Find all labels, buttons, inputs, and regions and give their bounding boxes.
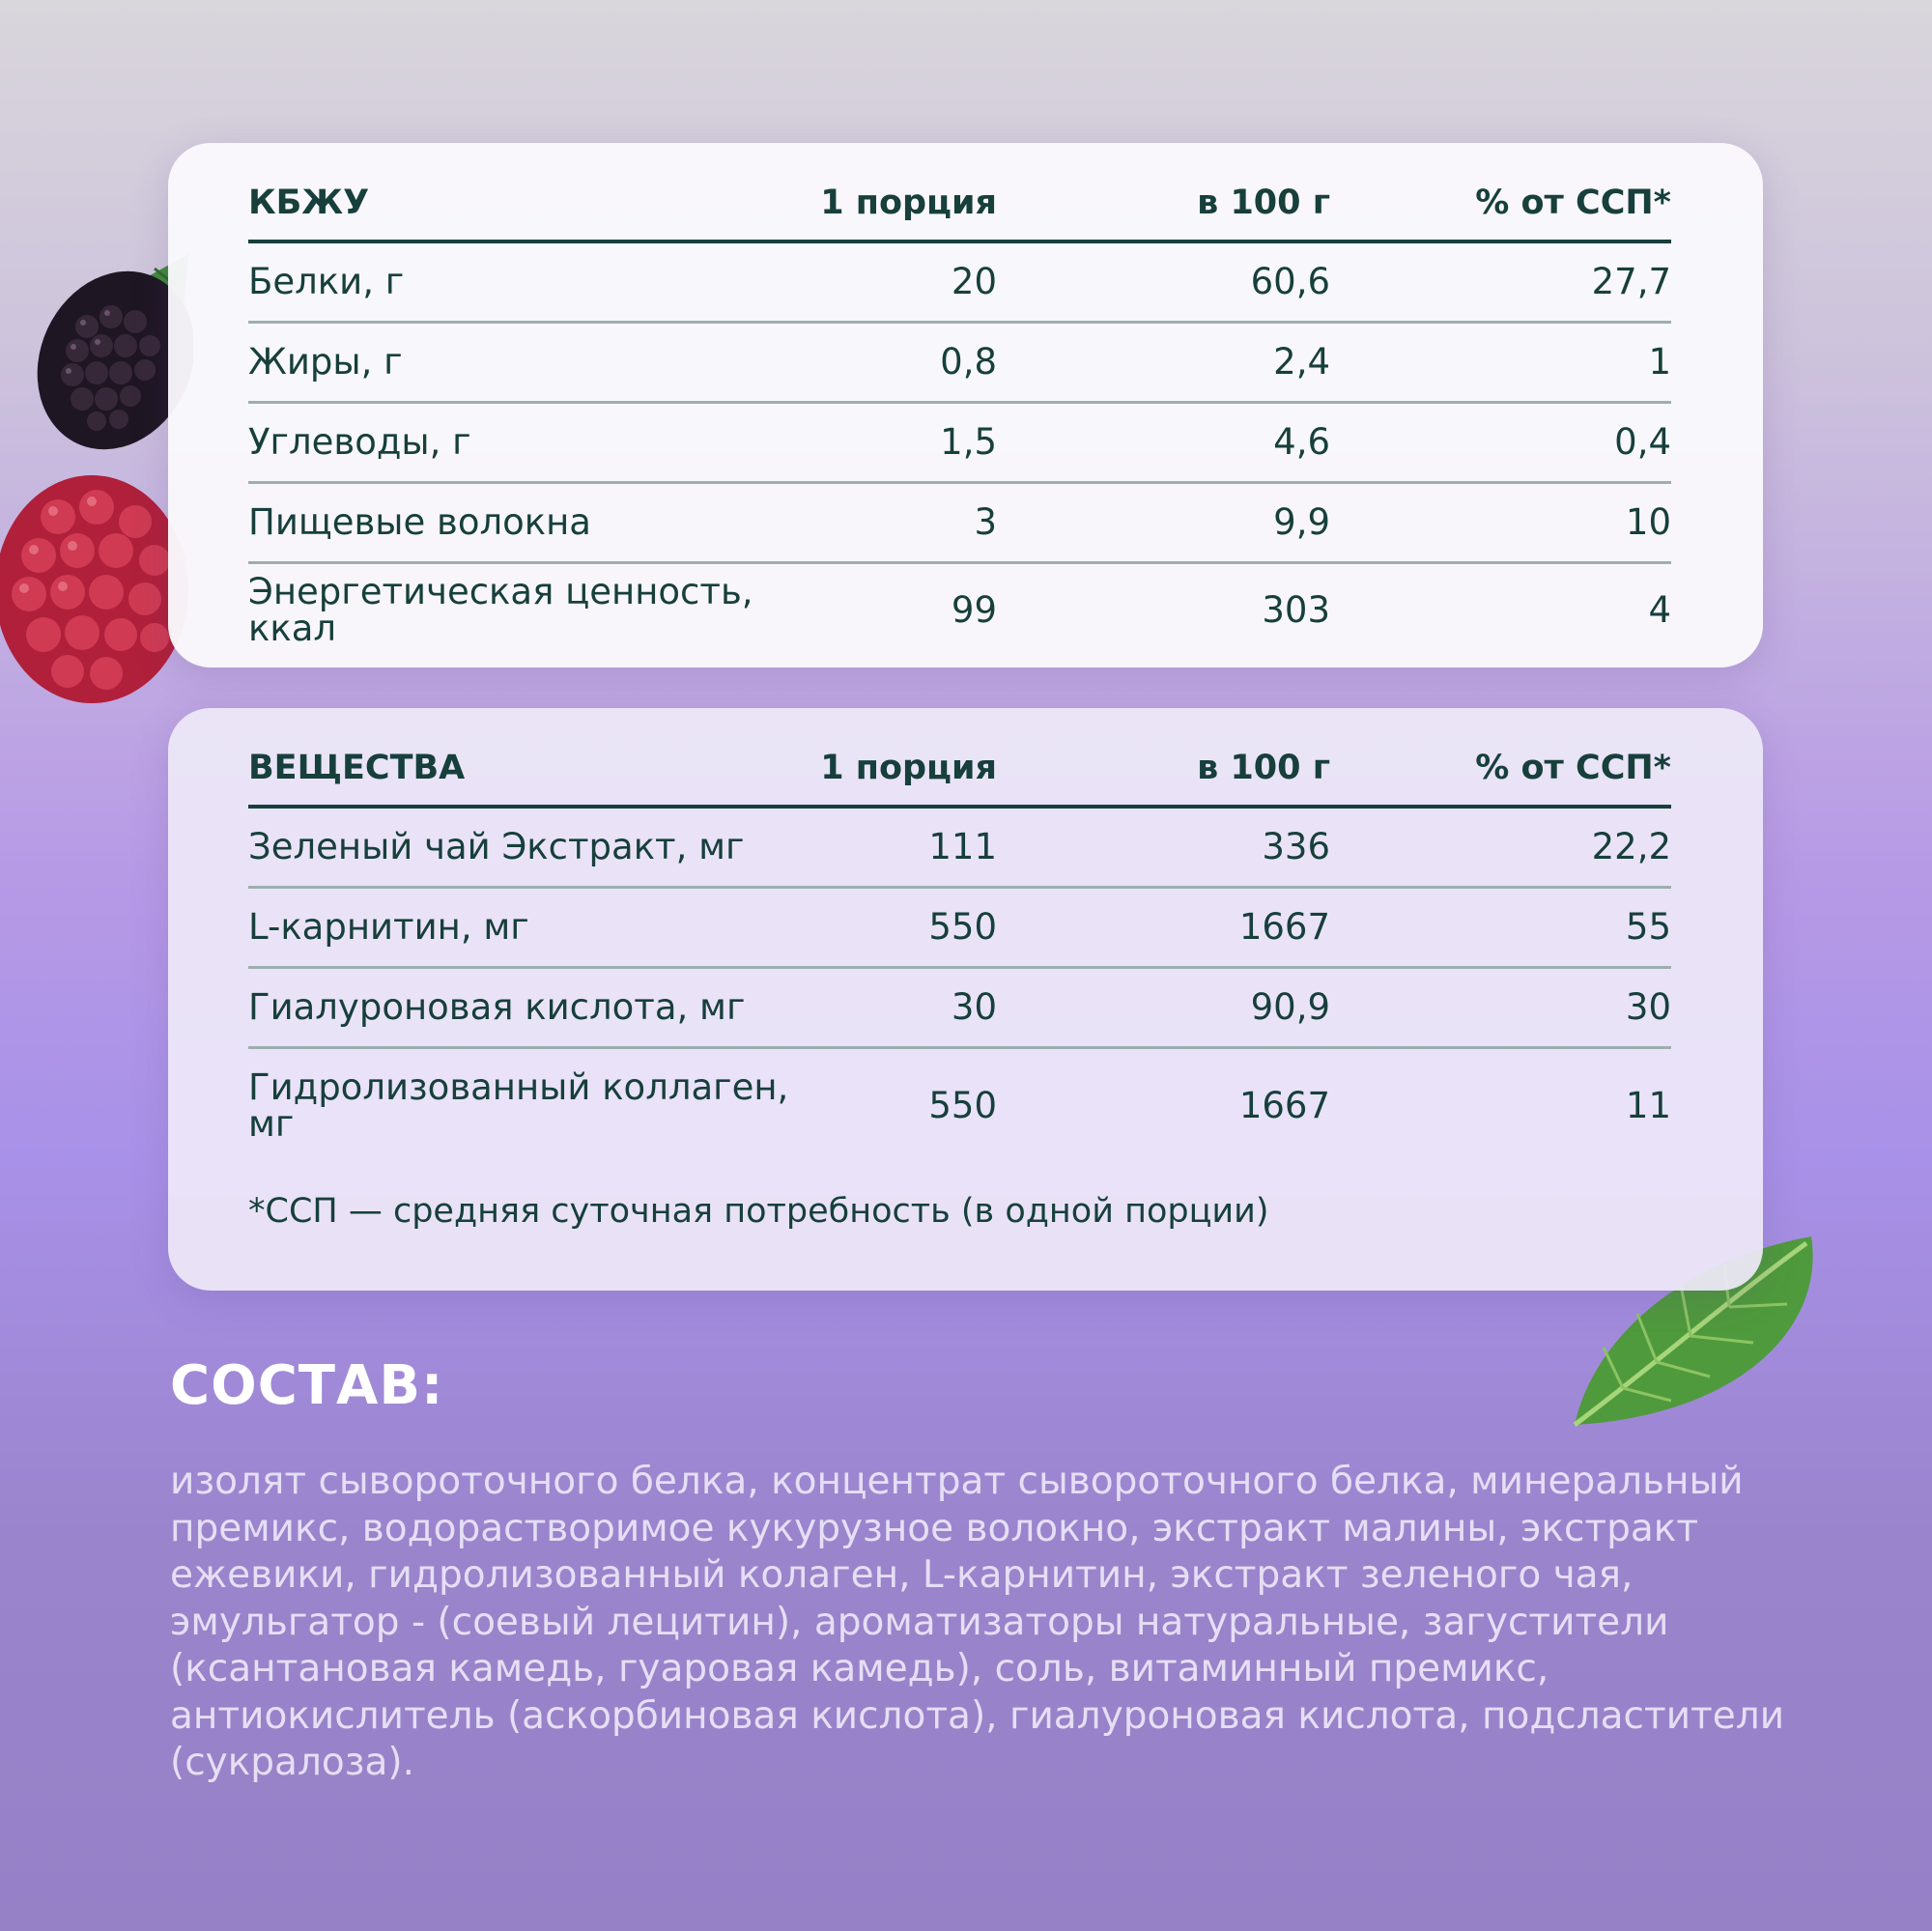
substance-name: Зеленый чай Экстракт, мг [248,807,809,888]
table-header-row [248,708,1671,807]
nutrition-table [248,143,1671,657]
substances-card [168,708,1763,1291]
per-portion-value: 0,8 [809,323,997,403]
table-row [248,241,1671,323]
substances-table [248,708,1671,1163]
per-portion-value: 3 [809,483,997,563]
table-row [248,888,1671,968]
daily-percent-value: 11 [1625,1085,1671,1126]
nutrient-name: Энергетическая ценность, ккал [248,571,753,649]
daily-percent-value: 1 [1330,323,1671,403]
nutrient-name: Пищевые волокна [248,483,809,563]
column-header: в 100 г [997,143,1330,241]
substance-name: Гидролизованный коллаген, мг [248,1066,789,1145]
column-header: в 100 г [997,708,1330,807]
per-portion-value: 20 [809,241,997,323]
table-header-row [248,143,1671,241]
table-row [248,1048,1671,1164]
per-portion-value: 99 [951,589,997,631]
per-portion-value: 30 [809,968,997,1048]
table-row [248,403,1671,483]
substance-name: L-карнитин, мг [248,888,809,968]
daily-percent-value: 27,7 [1330,241,1671,323]
per-100g-value: 4,6 [997,403,1330,483]
per-100g-value: 60,6 [997,241,1330,323]
per-100g-value: 9,9 [997,483,1330,563]
nutrient-name: Жиры, г [248,323,809,403]
column-header: % от ССП* [1330,143,1671,241]
column-header: 1 порция [809,708,997,807]
per-portion-value: 1,5 [809,403,997,483]
nutrition-card [168,143,1763,667]
per-100g-value: 90,9 [997,968,1330,1048]
per-100g-value: 303 [1262,589,1330,631]
per-portion-value: 111 [809,807,997,888]
per-100g-value: 336 [997,807,1330,888]
daily-percent-value: 4 [1648,589,1671,631]
daily-percent-value: 55 [1330,888,1671,968]
column-header: ВЕЩЕСТВА [248,708,809,807]
column-header: % от ССП* [1330,708,1671,807]
nutrient-name: Белки, г [248,241,809,323]
table-row [248,968,1671,1048]
daily-percent-value: 0,4 [1330,403,1671,483]
table-row [248,323,1671,403]
composition-text: изолят сывороточного белка, концентрат сывороточного белка, минеральный премикс, водорастворимое кукурузное волокно, экстракт малины, экстракт ежевики, гидролизованный колаген, L-карнитин, экстракт зеленого чая, эмульгатор - (соевый лецитин), ароматизаторы натуральные, загустители (ксантановая камедь, гуаровая камедь), соль, витаминный премикс, антиокислитель (аскорбиновая кислота), гиалуроновая кислота, подсластители (сукралоза). [170,1460,1785,1784]
per-100g-value: 1667 [1238,1085,1330,1126]
daily-percent-value: 30 [1330,968,1671,1048]
per-portion-value: 550 [928,1085,997,1126]
footnote: *ССП — средняя суточная потребность (в одной порции) [248,1192,1269,1231]
composition-title: СОСТАВ: [170,1354,444,1417]
table-row [248,563,1671,658]
per-portion-value: 550 [809,888,997,968]
substance-name: Гиалуроновая кислота, мг [248,968,809,1048]
daily-percent-value: 10 [1330,483,1671,563]
table-row [248,483,1671,563]
raspberry-icon [0,469,193,710]
per-100g-value: 2,4 [997,323,1330,403]
blackberry-icon [19,249,193,462]
table-row [248,807,1671,888]
per-100g-value: 1667 [997,888,1330,968]
column-header: КБЖУ [248,143,809,241]
column-header: 1 порция [809,143,997,241]
daily-percent-value: 22,2 [1330,807,1671,888]
nutrient-name: Углеводы, г [248,403,809,483]
